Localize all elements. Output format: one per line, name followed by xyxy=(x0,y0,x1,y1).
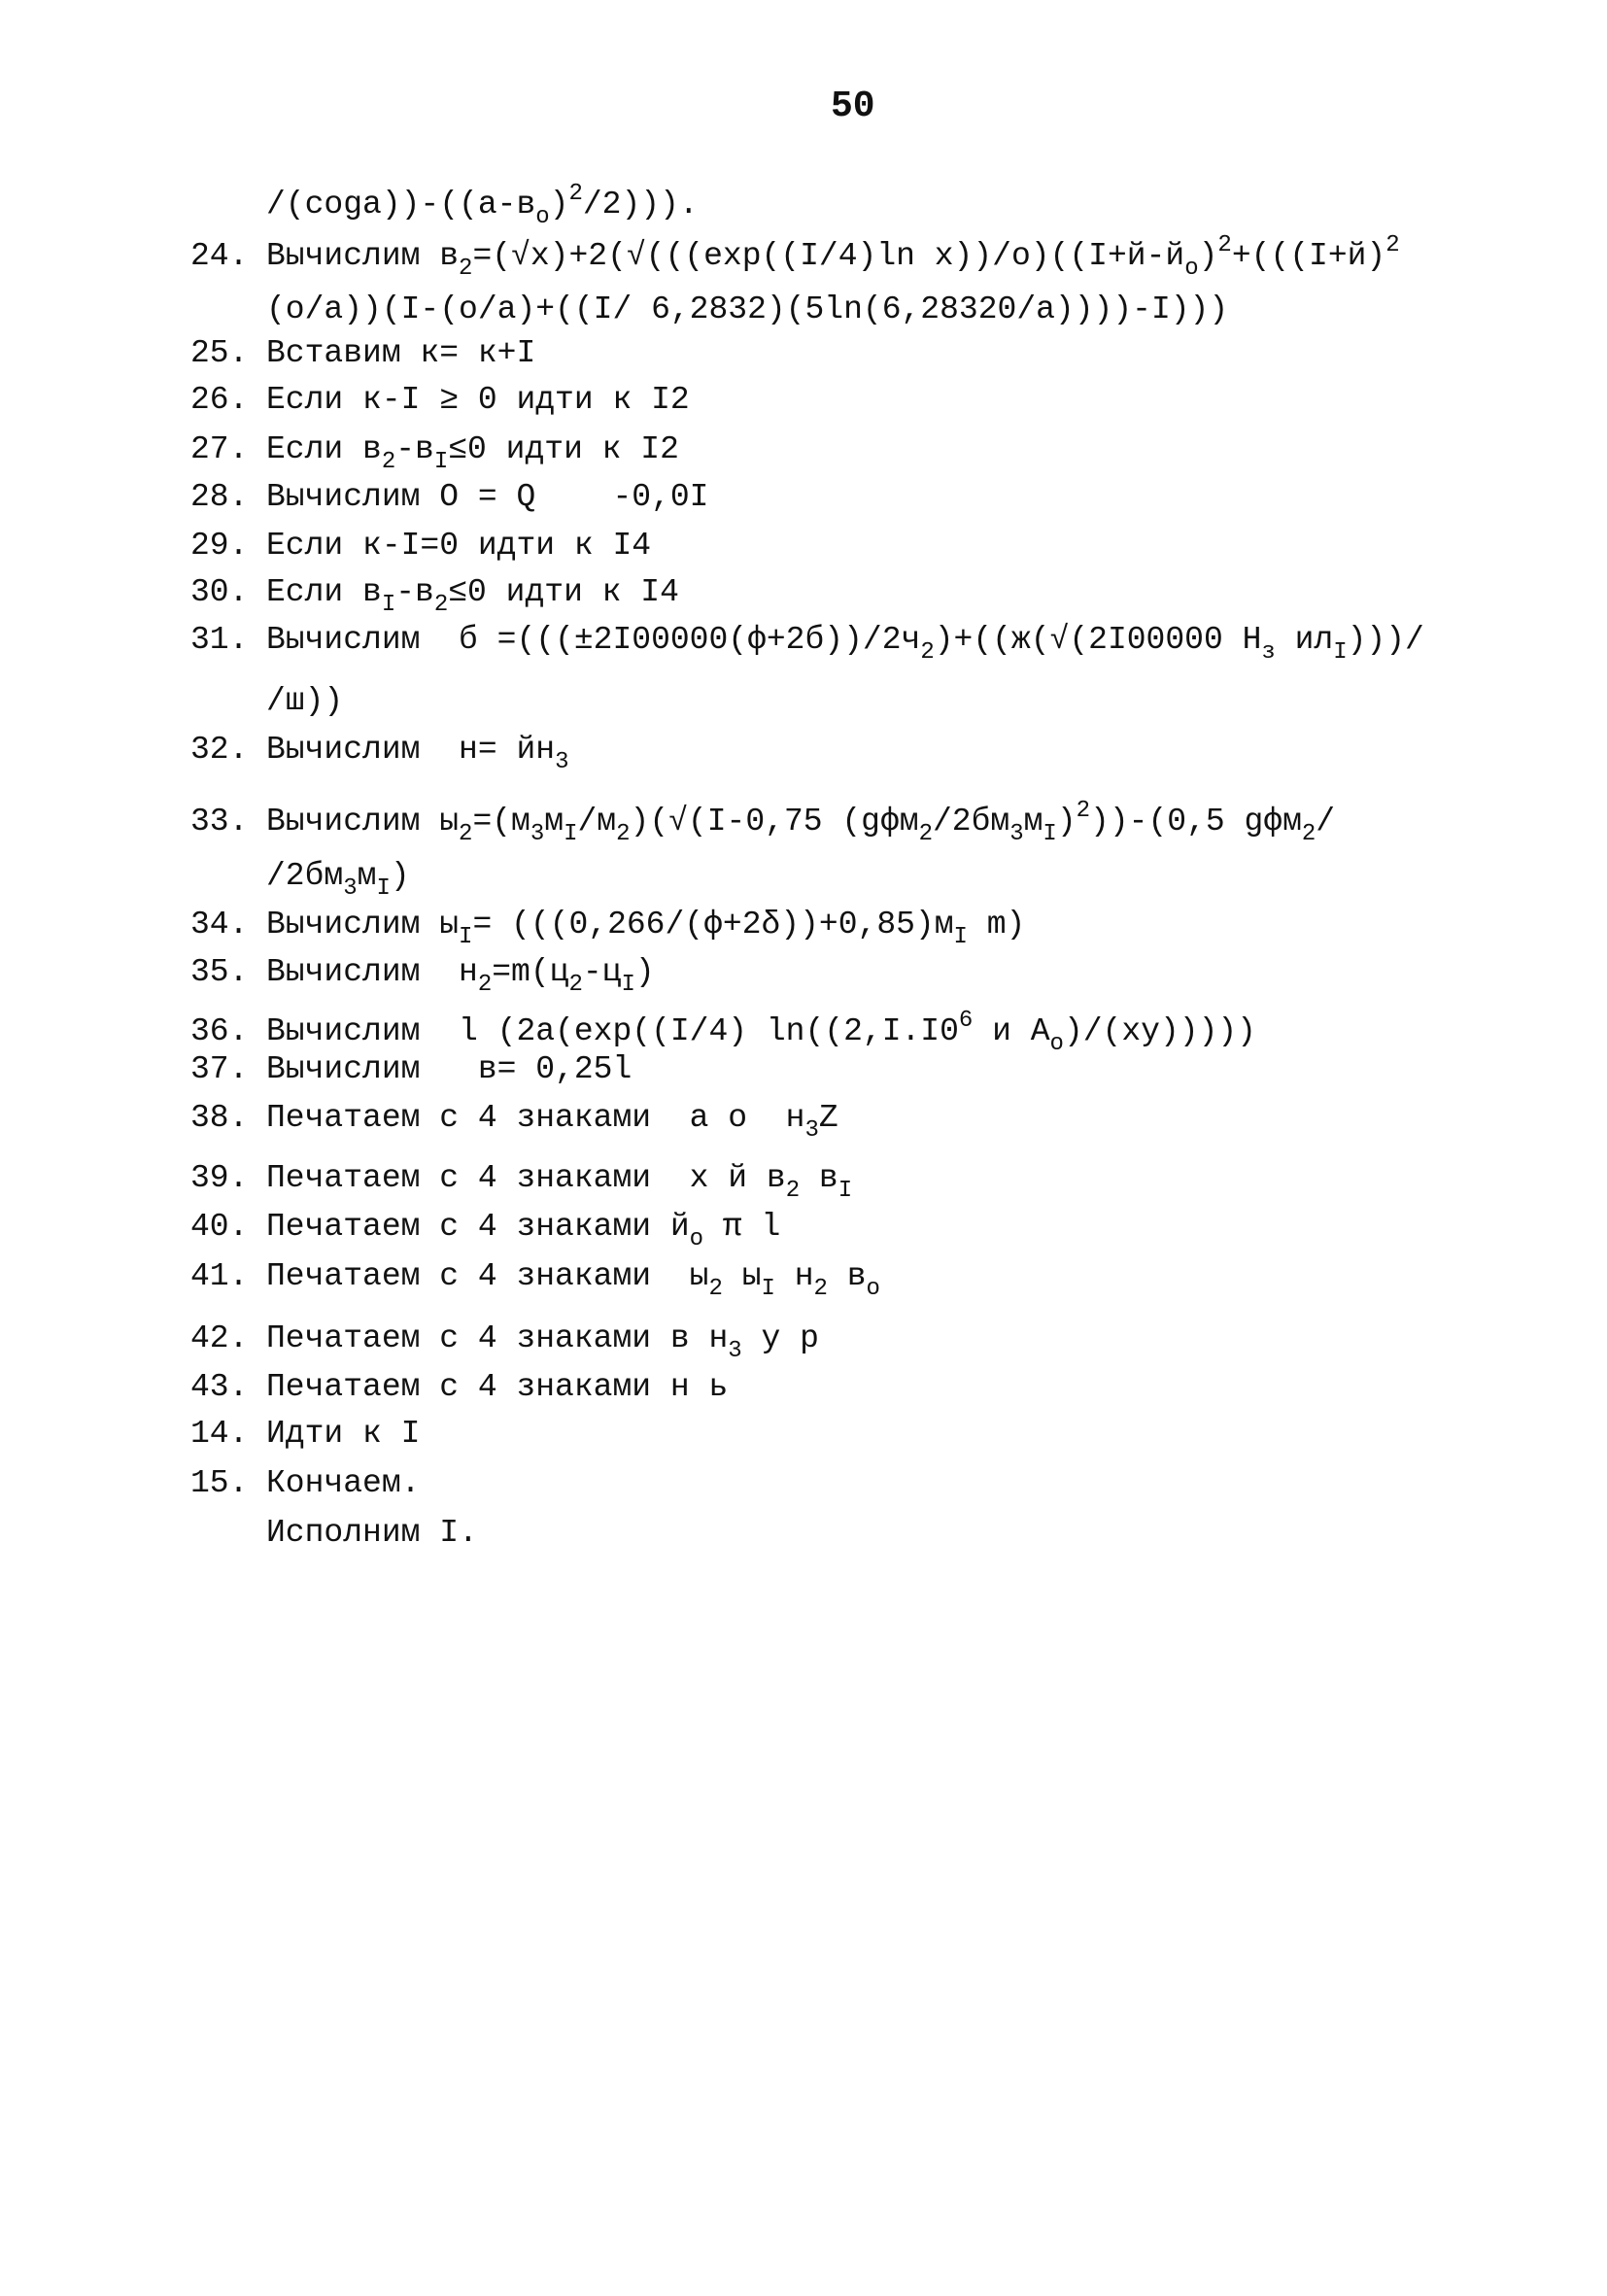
subscript: о xyxy=(866,1276,880,1302)
superscript: 2 xyxy=(568,181,583,207)
line-text: /ш)) xyxy=(266,683,344,719)
line-number: 38. xyxy=(190,1100,249,1136)
line-text: =(√x)+2(√(((exp((I/4)ln x))/o)((I+й-й xyxy=(472,238,1185,274)
program-line xyxy=(266,857,410,908)
program-line xyxy=(190,1368,728,1407)
subscript: 2 xyxy=(459,256,473,282)
line-text: )))/ xyxy=(1347,622,1424,658)
line-number: 32. xyxy=(190,732,249,768)
subscript: 3 xyxy=(728,1338,742,1364)
line-number: 37. xyxy=(190,1051,249,1087)
subscript: о xyxy=(689,1226,704,1252)
subscript: 2 xyxy=(568,972,583,998)
line-text: в xyxy=(827,1258,867,1294)
line-text: Идти к I xyxy=(266,1416,421,1452)
subscript: I xyxy=(621,972,635,998)
line-text: Печатаем с 4 знаками ы xyxy=(266,1258,709,1294)
subscript: I xyxy=(433,449,449,475)
subscript: I xyxy=(459,924,473,950)
program-line xyxy=(190,792,1335,854)
line-text: Вычислим в xyxy=(266,238,460,274)
line-text: = (((0,266/(ф+2δ))+0,85)м xyxy=(472,907,954,942)
line-text: ≤0 идти к I4 xyxy=(448,574,679,610)
superscript: 2 xyxy=(1217,232,1232,258)
subscript: 2 xyxy=(920,639,935,666)
line-text: (o/a))(I-(o/a)+((I/ 6,2832)(5ln(6,28320/a))))-I))) xyxy=(266,291,1229,327)
line-text: m) xyxy=(967,907,1026,942)
program-line xyxy=(190,731,568,782)
program-line xyxy=(190,1257,880,1309)
subscript: 2 xyxy=(381,449,396,475)
subscript: I xyxy=(761,1276,775,1302)
line-text: Печатаем с 4 знаками й xyxy=(266,1209,690,1245)
subscript: 3 xyxy=(1009,821,1024,847)
line-number: 31. xyxy=(190,622,249,658)
line-text: ил xyxy=(1275,622,1334,658)
line-text: Вычислим O = Q -0,0I xyxy=(266,479,709,515)
line-text: ) xyxy=(1198,238,1218,274)
line-text: )+((ж(√(2I00000 H xyxy=(934,622,1262,658)
subscript: I xyxy=(838,1178,853,1204)
line-text: π l xyxy=(703,1209,781,1245)
superscript: 6 xyxy=(958,1008,974,1034)
subscript: 2 xyxy=(433,592,449,618)
line-text: -в xyxy=(395,431,434,467)
line-text: Вычислим ы xyxy=(266,907,460,942)
program-line xyxy=(190,621,1424,672)
line-text: =m(ц xyxy=(492,954,569,990)
program-line xyxy=(190,1099,838,1150)
program-line xyxy=(190,430,679,482)
line-text: Печатаем с 4 знаками а о н xyxy=(266,1100,805,1136)
program-line xyxy=(190,527,651,565)
subscript: 2 xyxy=(708,1276,723,1302)
superscript: 2 xyxy=(1385,232,1400,258)
line-number: 43. xyxy=(190,1369,249,1405)
subscript: о xyxy=(535,204,550,230)
line-number: 36. xyxy=(190,1013,249,1049)
program-line xyxy=(190,1159,852,1211)
line-text: /2бм xyxy=(266,858,344,894)
subscript: I xyxy=(953,924,968,950)
line-number: 35. xyxy=(190,954,249,990)
line-text: Вставим к= к+I xyxy=(266,335,536,371)
subscript: I xyxy=(1333,639,1348,666)
subscript: з xyxy=(1261,639,1276,666)
line-text: Печатаем с 4 знаками в н xyxy=(266,1320,729,1356)
subscript: о xyxy=(1184,256,1199,282)
line-text: Вычислим l (2a(exp((I/4) ln((2,I.I0 xyxy=(266,1013,959,1049)
line-text: -в xyxy=(395,574,434,610)
subscript: 2 xyxy=(459,821,473,847)
line-text: /2))). xyxy=(582,187,699,223)
line-text: Если к-I=0 идти к I4 xyxy=(266,528,652,564)
subscript: 2 xyxy=(918,821,933,847)
line-text: Вычислим в= 0,25l xyxy=(266,1051,633,1087)
line-text: Если в xyxy=(266,431,382,467)
line-text: )(√(I-0,75 (gфм xyxy=(630,804,919,840)
line-text: )/(xy))))) xyxy=(1063,1013,1256,1049)
subscript: 3 xyxy=(555,749,569,775)
line-text: -ц xyxy=(582,954,622,990)
page-number: 50 xyxy=(831,86,875,127)
line-number: 26. xyxy=(190,382,249,418)
program-line xyxy=(190,1208,780,1259)
line-text: м xyxy=(1023,804,1043,840)
subscript: о xyxy=(1049,1031,1064,1057)
program-line xyxy=(190,381,690,420)
subscript: I xyxy=(564,821,578,847)
line-text: у р xyxy=(741,1320,819,1356)
line-text: в xyxy=(800,1160,838,1196)
subscript: I xyxy=(1043,821,1057,847)
line-text: / xyxy=(1316,804,1336,840)
subscript: I xyxy=(381,592,396,618)
line-number: 33. xyxy=(190,804,249,840)
line-text: Вычислим н xyxy=(266,954,478,990)
line-number: 40. xyxy=(190,1209,249,1245)
line-text: /2бм xyxy=(932,804,1010,840)
line-text: ) xyxy=(390,858,410,894)
program-line xyxy=(266,682,343,721)
line-text: Вычислим ы xyxy=(266,804,460,840)
line-text: Кончаем. xyxy=(266,1465,421,1501)
subscript: 3 xyxy=(530,821,545,847)
subscript: 2 xyxy=(813,1276,828,1302)
program-line xyxy=(190,573,679,625)
line-text: Если к-I ≥ 0 идти к I2 xyxy=(266,382,690,418)
line-text: Печатаем с 4 знаками н ь xyxy=(266,1369,729,1405)
line-text: Вычислим н= йн xyxy=(266,732,556,768)
program-line xyxy=(266,1514,478,1553)
subscript: 2 xyxy=(477,972,493,998)
line-text: ) xyxy=(634,954,655,990)
line-text: =(м xyxy=(472,804,530,840)
program-line xyxy=(266,291,1228,329)
line-text: м xyxy=(544,804,564,840)
line-number: 28. xyxy=(190,479,249,515)
subscript: 2 xyxy=(1301,821,1316,847)
line-number: 30. xyxy=(190,574,249,610)
line-text: /м xyxy=(577,804,617,840)
line-text: ы xyxy=(722,1258,762,1294)
superscript: 2 xyxy=(1076,798,1091,824)
line-text: Если в xyxy=(266,574,382,610)
line-text: м xyxy=(357,858,377,894)
line-number: 29. xyxy=(190,528,249,564)
line-number: 27. xyxy=(190,431,249,467)
line-number: 34. xyxy=(190,907,249,942)
program-line xyxy=(190,1319,819,1371)
line-text: Исполним I. xyxy=(266,1515,478,1551)
program-line xyxy=(190,478,708,517)
subscript: 3 xyxy=(343,875,358,902)
line-text: ) xyxy=(1056,804,1077,840)
line-number: 25. xyxy=(190,335,249,371)
line-text: Печатаем с 4 знаками х й в xyxy=(266,1160,786,1196)
line-number: 42. xyxy=(190,1320,249,1356)
line-number: 41. xyxy=(190,1258,249,1294)
line-number: 14. xyxy=(190,1416,249,1452)
line-text: н xyxy=(774,1258,814,1294)
line-text: и A xyxy=(973,1013,1050,1049)
line-number: 15. xyxy=(190,1465,249,1501)
line-number: 24. xyxy=(190,238,249,274)
program-line xyxy=(190,1415,420,1454)
program-line xyxy=(190,1464,420,1503)
line-text: Вычислим б =(((±2I00000(ф+2б))/2ч xyxy=(266,622,921,658)
subscript: 2 xyxy=(616,821,631,847)
subscript: 3 xyxy=(804,1117,819,1144)
subscript: 2 xyxy=(785,1178,801,1204)
program-line xyxy=(190,906,1025,957)
program-line xyxy=(190,953,655,1005)
subscript: I xyxy=(376,875,391,902)
line-text: +(((I+й) xyxy=(1231,238,1386,274)
line-text: ≤0 идти к I2 xyxy=(448,431,679,467)
line-number: 39. xyxy=(190,1160,249,1196)
program-line xyxy=(190,334,535,373)
program-line xyxy=(190,1050,632,1089)
program-line xyxy=(190,226,1400,289)
line-text: ) xyxy=(549,187,569,223)
line-text: ))-(0,5 gфм xyxy=(1090,804,1302,840)
line-text: Z xyxy=(818,1100,838,1136)
line-text: /(coga))-((a-в xyxy=(266,187,536,223)
